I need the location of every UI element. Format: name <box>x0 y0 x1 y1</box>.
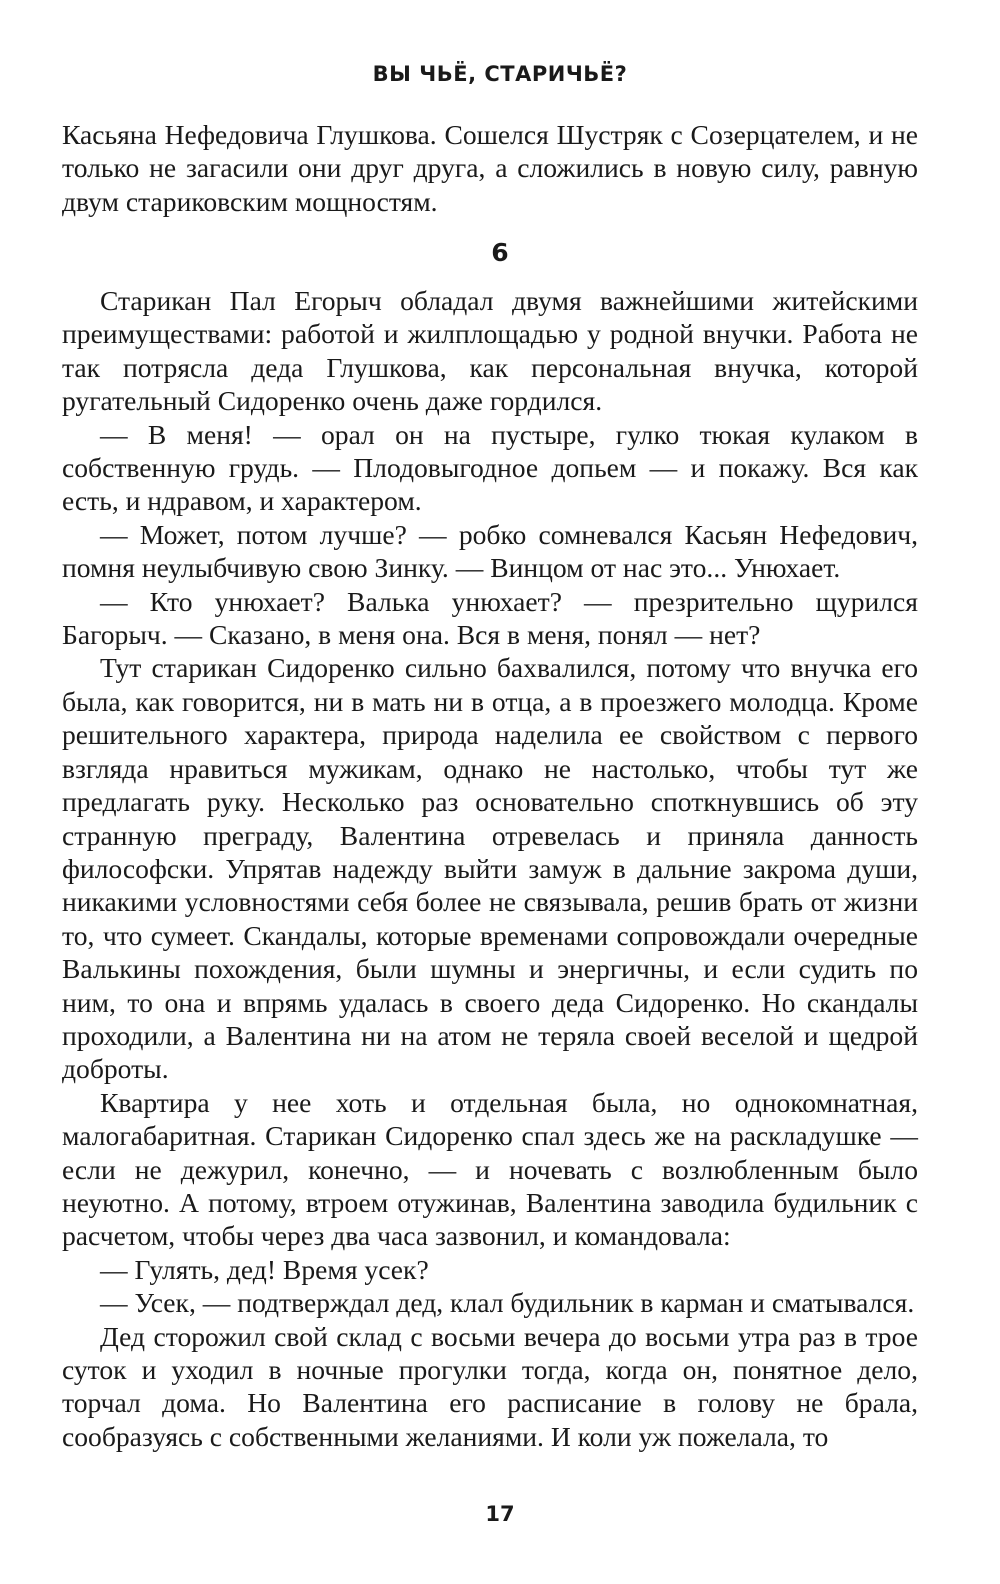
opening-paragraph: Касьяна Нефедовича Глушкова. Сошелся Шустряк с Созерцателем, и не только не загасили они друг друга, а сложились в новую силу, равную двум стариковским мощностям. <box>62 119 918 217</box>
paragraph: Квартира у нее хоть и отдельная была, но однокомнатная, малогабаритная. Старикан Сидоренко спал здесь же на раскладушке — если не дежурил, конечно, — и ночевать с возлюбленным было неуютно. А потому, втроем отужинав, Валентина заводила будильник с расчетом, чтобы через два часа зазвонил, и командовала: <box>62 1086 918 1252</box>
running-head: ВЫ ЧЬЁ, СТАРИЧЬЁ? <box>372 62 628 86</box>
opening-text-block <box>62 118 918 218</box>
paragraph: — Усек, — подтверждал дед, клал будильник в карман и сматывался. <box>100 1287 915 1319</box>
paragraph: — Кто унюхает? Валька унюхает? — презрительно щурился Багорыч. — Сказано, в меня она. Вся в меня, понял — нет? <box>62 585 918 651</box>
paragraph: — Гулять, дед! Время усек? <box>100 1253 429 1285</box>
paragraph: — В меня! — орал он на пустыре, гулко тюкая кулаком в собственную грудь. — Плодовыгодное допьем — и покажу. Вся как есть, и ндравом, и характером. <box>62 418 918 517</box>
paragraph: Дед сторожил свой склад с восьми вечера до восьми утра раз в трое суток и уходил в ночные прогулки тогда, когда он, понятное дело, торчал дома. Но Валентина его расписание в голову не брала, сообразуясь с собственными желаниями. И коли уж пожелала, то <box>62 1320 918 1452</box>
page-number: 17 <box>485 1502 515 1526</box>
paragraph: Старикан Пал Егорыч обладал двумя важнейшими житейскими преимуществами: работой и жилплощадью у родной внучки. Работа не так потрясла деда Глушкова, как персональная внучка, которой ругательный Сидоренко очень даже гордился. <box>62 285 918 417</box>
main-text-block <box>62 284 918 1453</box>
paragraph: Тут старикан Сидоренко сильно бахвалился, потому что внучка его была, как говорится, ни в мать ни в отца, а в проезжего молодца. Кроме решительного характера, природа наделила ее свойством с первого взгляда нравиться мужикам, однако не настолько, чтобы тут же предлагать руку. Несколько раз основательно споткнувшись об эту странную преграду, Валентина отревелась и приняла данность философски. Упрятав надежду выйти замуж в дальние закрома души, никакими условностями себя более не связывала, решив брать от жизни то, что сумеет. Скандалы, которые временами сопровождали очередные Валькины похождения, были шумны и энергичны, и если судить по ним, то она и впрямь удалась в своего деда Сидоренко. Но скандалы проходили, а Валентина ни на атом не теряла своей веселой и щедрой доброты. <box>62 652 918 1085</box>
paragraph: — Может, потом лучше? — робко сомневался Касьян Нефедович, помня неулыбчивую свою Зинку. — Винцом от нас это... Унюхает. <box>62 518 918 584</box>
section-number: 6 <box>491 238 509 267</box>
